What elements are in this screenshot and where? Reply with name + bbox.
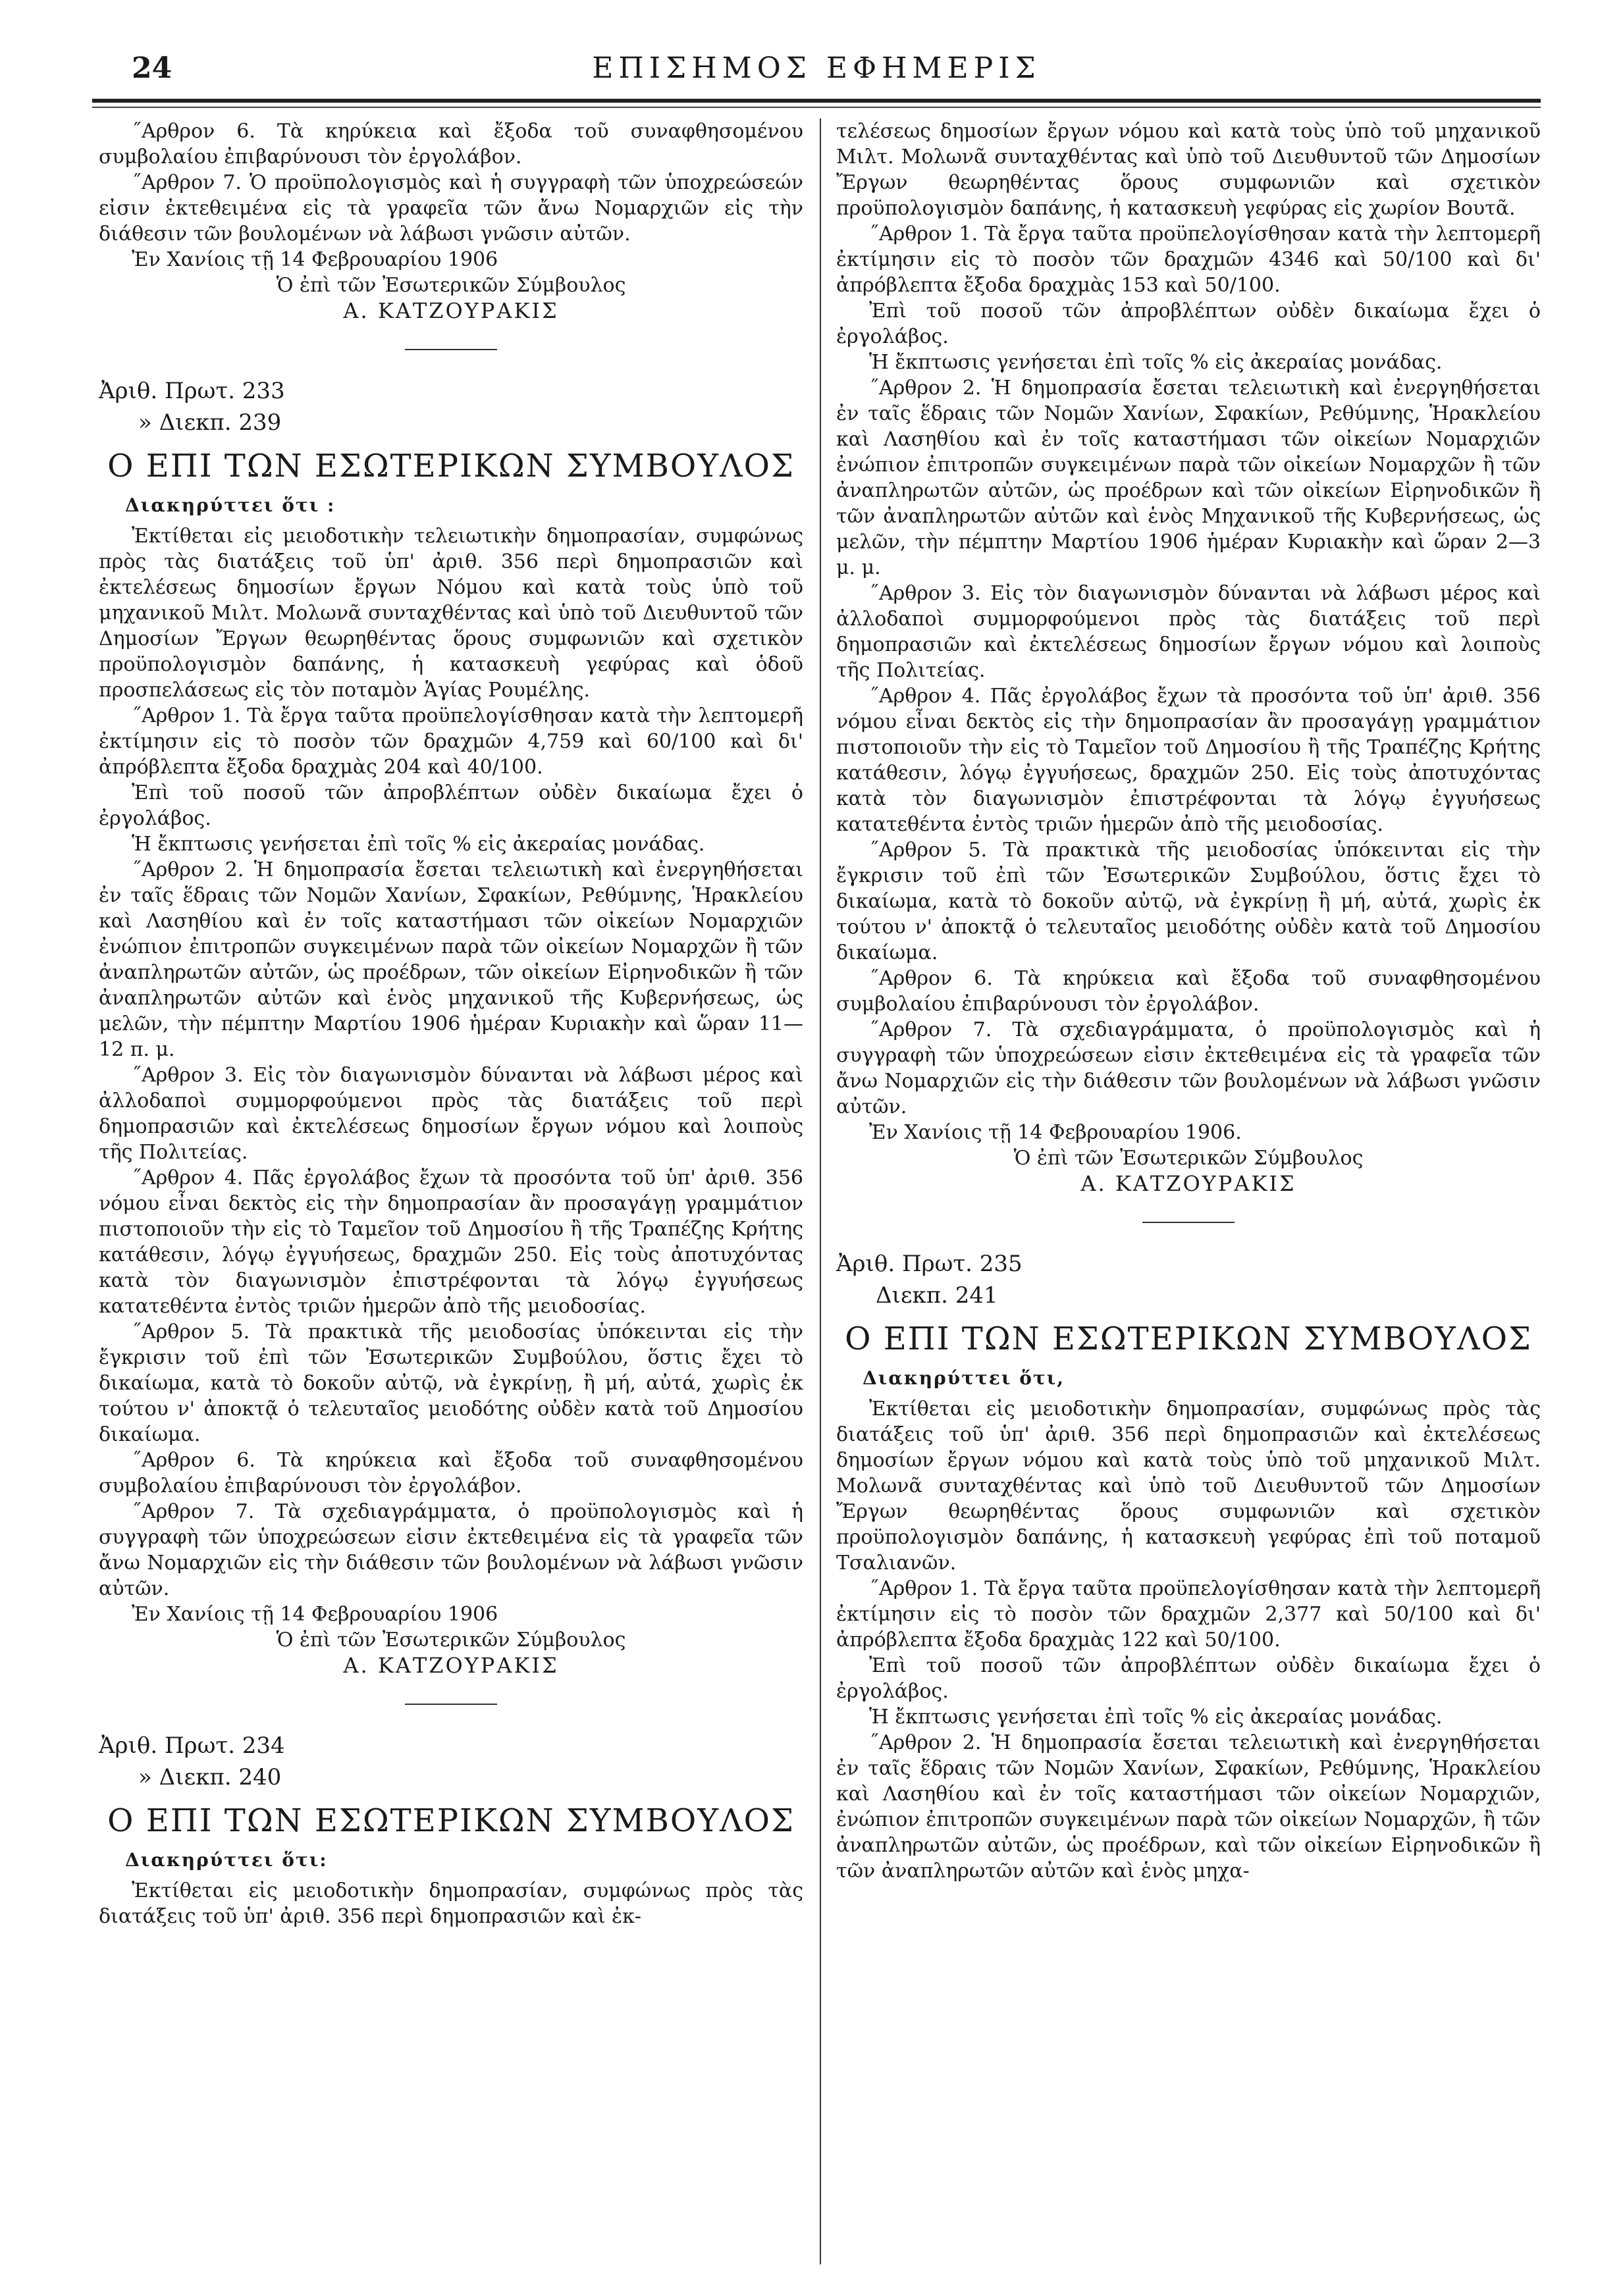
signature-name: Α. ΚΑΤΖΟΥΡΑΚΙΣ bbox=[1080, 1171, 1296, 1196]
notice-heading: Ο ΕΠΙ ΤΩΝ ΕΣΩΤΕΡΙΚΩΝ ΣΥΜΒΟΥΛΟΣ bbox=[845, 1320, 1532, 1357]
header-rule-thin bbox=[92, 107, 1541, 108]
date-line: Ἐν Χανίοις τῇ 14 Φεβρουαρίου 1906. bbox=[869, 1121, 1242, 1144]
section-divider bbox=[405, 349, 497, 350]
paragraph: ˝Αρθρον 4. Πᾶς ἐργολάβος ἔχων τὰ προσόντα τοῦ ὑπ' ἀριθ. 356 νόμου εἶναι δεκτὸς εἰς τὴν δημοπρασίαν ἂν προσαγάγῃ γραμμάτιον πιστοποιοῦν τὴν εἰς τὸ Ταμεῖον τοῦ Δημοσίου ἢ τῆς Τραπέζης Κρήτης κατάθεσιν, λόγῳ ἐγγυήσεως, δραχμῶν 250. Εἰς τοὺς ἀποτυχόντας κατὰ τὸν διαγωνισμὸν ἐπιστρέφονται τὰ λόγῳ ἐγγυήσεως κατατεθέντα ἐντὸς τριῶν ἡμερῶν ἀπὸ τῆς μειοδοσίας. bbox=[836, 685, 1541, 836]
right-column bbox=[836, 118, 1541, 1884]
notice-heading: Ο ΕΠΙ ΤΩΝ ΕΣΩΤΕΡΙΚΩΝ ΣΥΜΒΟΥΛΟΣ bbox=[107, 1802, 795, 1839]
decree-line: Διακηρύττει ὅτι, bbox=[863, 1367, 1065, 1389]
protocol-number: Ἀριθ. Πρωτ. 233 bbox=[99, 378, 285, 404]
paragraph: ˝Αρθρον 4. Πᾶς ἐργολάβος ἔχων τὰ προσόντα τοῦ ὑπ' ἀριθ. 356 νόμου εἶναι δεκτὸς εἰς τὴν δημοπρασίαν ἂν προσαγάγῃ γραμμάτιον πιστοποιοῦν τὴν εἰς τὸ Ταμεῖον τοῦ Δημοσίου ἢ τῆς Τραπέζης Κρήτης κατάθεσιν, λόγῳ ἐγγυήσεως, δραχμῶν 250. Εἰς τοὺς ἀποτυχόντας κατὰ τὸν διαγωνισμὸν ἐπιστρέφονται τὰ λόγῳ ἐγγυήσεως κατατεθέντα ἐντὸς τριῶν ἡμερῶν ἀπὸ τῆς μειοδοσίας. bbox=[99, 1166, 803, 1318]
running-title: ΕΠΙΣΗΜΟΣ ΕΦΗΜΕΡΙΣ bbox=[592, 51, 1041, 85]
paragraph: ˝Αρθρον 1. Τὰ ἔργα ταῦτα προϋπελογίσθησαν κατὰ τὴν λεπτομερῆ ἐκτίμησιν εἰς τὸ ποσὸν τῶν δραχμῶν 4,759 καὶ 60/100 καὶ δι' ἀπρόβλεπτα ἔξοδα δραχμὰς 204 καὶ 40/100. bbox=[99, 704, 803, 779]
paragraph: ˝Αρθρον 2. Ἡ δημοπρασία ἔσεται τελειωτικὴ καὶ ἐνεργηθήσεται ἐν ταῖς ἕδραις τῶν Νομῶν Χανίων, Σφακίων, Ρεθύμνης, Ἡρακλείου καὶ Λασηθίου καὶ ἐν τοῖς καταστήμασι τῶν οἰκείων Νομαρχιῶν ἐνώπιον ἐπιτροπῶν συγκειμένων παρὰ τῶν οἰκείων Νομαρχῶν ἢ τῶν ἀναπληρωτῶν αὐτῶν, ὡς προέδρων καὶ τῶν οἰκείων Εἰρηνοδικῶν ἢ τῶν ἀναπληρωτῶν αὐτῶν καὶ ἑνὸς Μηχανικοῦ τῆς Κυβερνήσεως, ὡς μελῶν, τὴν πέμπτην Μαρτίου 1906 ἡμέραν Κυριακὴν καὶ ὥραν 2—3 μ. μ. bbox=[836, 377, 1541, 579]
paragraph: Ἡ ἔκπτωσις γενήσεται ἐπὶ τοῖς % εἰς ἀκεραίας μονάδας. bbox=[869, 1706, 1443, 1729]
paragraph: ˝Αρθρον 1. Τὰ ἔργα ταῦτα προϋπελογίσθησαν κατὰ τὴν λεπτομερῆ ἐκτίμησιν εἰς τὸ ποσὸν τῶν δραχμῶν 2,377 καὶ 50/100 καὶ δι' ἀπρόβλεπτα ἔξοδα δραχμὰς 122 καὶ 50/100. bbox=[836, 1577, 1541, 1652]
paragraph: ˝Αρθρον 3. Εἰς τὸν διαγωνισμὸν δύνανται νὰ λάβωσι μέρος καὶ ἀλλοδαποὶ συμμορφούμενοι πρὸς τὰς διατάξεις τοῦ περὶ δημοπρασιῶν καὶ ἐκτελέσεως δημοσίων ἔργων νόμου καὶ λοιποὺς τῆς Πολιτείας. bbox=[99, 1064, 803, 1164]
paragraph: ˝Αρθρον 1. Τὰ ἔργα ταῦτα προϋπελογίσθησαν κατὰ τὴν λεπτομερῆ ἐκτίμησιν εἰς τὸ ποσὸν τῶν δραχμῶν 4346 καὶ 50/100 καὶ δι' ἀπρόβλεπτα ἔξοδα δραχμὰς 153 καὶ 50/100. bbox=[836, 222, 1541, 297]
paragraph: ˝Αρθρον 6. Τὰ κηρύκεια καὶ ἔξοδα τοῦ συναφθησομένου συμβολαίου ἐπιβαρύνουσι τὸν ἐργολάβον. bbox=[99, 120, 803, 169]
paragraph: ˝Αρθρον 2. Ἡ δημοπρασία ἔσεται τελειωτικὴ καὶ ἐνεργηθήσεται ἐν ταῖς ἕδραις τῶν Νομῶν Χανίων, Σφακίων, Ρεθύμνης, Ἡρακλείου καὶ Λασηθίου καὶ ἐν τοῖς καταστήμασι τῶν οἰκείων Νομαρχιῶν ἐνώπιον ἐπιτροπῶν συγκειμένων παρὰ τῶν οἰκείων Νομαρχῶν ἢ τῶν ἀναπληρωτῶν αὐτῶν, ὡς προέδρων, τῶν οἰκείων Εἰρηνοδικῶν ἢ τῶν ἀναπληρωτῶν αὐτῶν καὶ ἑνὸς μηχανικοῦ τῆς Κυβερνήσεως, ὡς μελῶν, τὴν πέμπτην Μαρτίου 1906 ἡμέραν Κυριακὴν καὶ ὥραν 11—12 π. μ. bbox=[99, 858, 803, 1061]
paragraph: Ἡ ἔκπτωσις γενήσεται ἐπὶ τοῖς % εἰς ἀκεραίας μονάδας. bbox=[869, 351, 1443, 374]
paragraph: ˝Αρθρον 2. Ἡ δημοπρασία ἔσεται τελειωτικὴ καὶ ἐνεργηθήσεται ἐν ταῖς ἕδραις τῶν Νομῶν Χανίων, Σφακίων, Ρεθύμνης, Ἡρακλείου καὶ Λασηθίου καὶ ἐν τοῖς καταστήμασι τῶν οἰκείων Νομαρχιῶν, ἐνώπιον ἐπιτροπῶν συγκειμένων παρὰ τῶν οἰκείων Νομαρχῶν, ἢ τῶν ἀναπληρωτῶν αὐτῶν, ὡς προέδρων, καὶ τῶν οἰκείων Εἰρηνοδικῶν ἢ τῶν ἀναπληρωτῶν αὐτῶν καὶ ἑνὸς μηχα- bbox=[836, 1731, 1541, 1883]
paragraph: ˝Αρθρον 6. Τὰ κηρύκεια καὶ ἔξοδα τοῦ συναφθησομένου συμβολαίου ἐπιβαρύνουσι τὸν ἐργολάβον. bbox=[99, 1449, 803, 1498]
signature-role: Ὁ ἐπὶ τῶν Ἐσωτερικῶν Σύμβουλος bbox=[276, 274, 626, 297]
page-header bbox=[92, 46, 1541, 99]
paragraph: Ἐκτίθεται εἰς μειοδοτικὴν τελειωτικὴν δημοπρασίαν, συμφώνως πρὸς τὰς διατάξεις τοῦ ὑπ' ἀριθ. 356 περὶ δημοπρασιῶν καὶ ἐκτελέσεως δημοσίων ἔργων Νόμου καὶ κατὰ τοὺς ὑπὸ τοῦ μηχανικοῦ Μιλτ. Μολωνᾶ συνταχθέντας καὶ ὑπὸ τοῦ Διευθυντοῦ τῶν Δημοσίων Ἔργων θεωρηθέντας ὅρους συμφωνιῶν καὶ σχετικὸν προϋπολογισμὸν δαπάνης, ἡ κατασκευὴ γεφύρας καὶ ὁδοῦ προσπελάσεως εἰς τὸν ποταμὸν Ἁγίας Ρουμέλης. bbox=[99, 525, 803, 702]
decree-line: Διακηρύττει ὅτι: bbox=[125, 1849, 328, 1871]
header-rule bbox=[92, 99, 1541, 103]
signature-name: Α. ΚΑΤΖΟΥΡΑΚΙΣ bbox=[343, 298, 559, 323]
dispatch-number: » Διεκπ. 240 bbox=[138, 1764, 282, 1790]
paragraph: Ἡ ἔκπτωσις γενήσεται ἐπὶ τοῖς % εἰς ἀκεραίας μονάδας. bbox=[132, 833, 705, 856]
paragraph: τελέσεως δημοσίων ἔργων νόμου καὶ κατὰ τοὺς ὑπὸ τοῦ μηχανικοῦ Μιλτ. Μολωνᾶ συνταχθέντας καὶ ὑπὸ τοῦ Διευθυντοῦ τῶν Δημοσίων Ἔργων θεωρηθέντας ὅρους συμφωνιῶν καὶ σχετικὸν προϋπολογισμὸν δαπάνης, ἡ κατασκευὴ γεφύρας εἰς χωρίον Βουτᾶ. bbox=[836, 120, 1541, 220]
paragraph: ˝Αρθρον 6. Τὰ κηρύκεια καὶ ἔξοδα τοῦ συναφθησομένου συμβολαίου ἐπιβαρύνουσι τὸν ἐργολάβον. bbox=[836, 967, 1541, 1016]
section-divider bbox=[1142, 1222, 1235, 1223]
paragraph: ˝Αρθρον 3. Εἰς τὸν διαγωνισμὸν δύνανται νὰ λάβωσι μέρος καὶ ἀλλοδαποὶ συμμορφούμενοι πρὸς τὰς διατάξεις τοῦ περὶ δημοπρασιῶν καὶ ἐκτελέσεως δημοσίων ἔργων νόμου καὶ λοιποὺς τῆς Πολιτείας. bbox=[836, 582, 1541, 682]
paragraph: Ἐπὶ τοῦ ποσοῦ τῶν ἀπροβλέπτων οὐδὲν δικαίωμα ἔχει ὁ ἐργολάβος. bbox=[99, 781, 803, 830]
paragraph: Ἐπὶ τοῦ ποσοῦ τῶν ἀπροβλέπτων οὐδὲν δικαίωμα ἔχει ὁ ἐργολάβος. bbox=[836, 300, 1541, 348]
date-line: Ἐν Χανίοις τῇ 14 Φεβρουαρίου 1906 bbox=[132, 1603, 498, 1626]
signature-role: Ὁ ἐπὶ τῶν Ἐσωτερικῶν Σύμβουλος bbox=[1013, 1147, 1364, 1170]
paragraph: ˝Αρθρον 5. Τὰ πρακτικὰ τῆς μειοδοσίας ὑπόκεινται εἰς τὴν ἔγκρισιν τοῦ ἐπὶ τῶν Ἐσωτερικῶν Συμβούλου, ὅστις ἔχει τὸ δικαίωμα, κατὰ τὸ δοκοῦν αὐτῷ, νὰ ἐγκρίνῃ ἢ μή, αὐτά, χωρὶς ἐκ τούτου ν' ἀποκτᾷ ὁ τελευταῖος μειοδότης οὐδὲν κατὰ τοῦ Δημοσίου δικαίωμα. bbox=[836, 839, 1541, 964]
paragraph: Ἐκτίθεται εἰς μειοδοτικὴν δημοπρασίαν, συμφώνως πρὸς τὰς διατάξεις τοῦ ὑπ' ἀριθ. 356 περὶ δημοπρασιῶν καὶ ἐκ- bbox=[99, 1879, 803, 1928]
column-divider bbox=[820, 118, 821, 2264]
signature-role: Ὁ ἐπὶ τῶν Ἐσωτερικῶν Σύμβουλος bbox=[276, 1629, 626, 1652]
dispatch-number: Διεκπ. 241 bbox=[876, 1282, 998, 1309]
paragraph: ˝Αρθρον 7. Ὁ προϋπολογισμὸς καὶ ἡ συγγραφὴ τῶν ὑποχρεώσεών εἰσιν ἐκτεθειμένα εἰς τὰ γραφεῖα τῶν ἄνω Νομαρχιῶν εἰς τὴν διάθεσιν τῶν βουλομένων νὰ λάβωσι γνῶσιν αὐτῶν. bbox=[99, 171, 803, 246]
notice-heading: Ο ΕΠΙ ΤΩΝ ΕΣΩΤΕΡΙΚΩΝ ΣΥΜΒΟΥΛΟΣ bbox=[107, 448, 795, 484]
dispatch-number: » Διεκπ. 239 bbox=[138, 409, 282, 436]
paragraph: Ἐπὶ τοῦ ποσοῦ τῶν ἀπροβλέπτων οὐδὲν δικαίωμα ἔχει ὁ ἐργολάβος. bbox=[836, 1654, 1541, 1703]
protocol-number: Ἀριθ. Πρωτ. 234 bbox=[99, 1733, 285, 1759]
date-line: Ἐν Χανίοις τῇ 14 Φεβρουαρίου 1906 bbox=[132, 248, 498, 271]
page-number: 24 bbox=[132, 51, 173, 85]
protocol-number: Ἀριθ. Πρωτ. 235 bbox=[836, 1251, 1023, 1277]
paragraph: ˝Αρθρον 5. Τὰ πρακτικὰ τῆς μειοδοσίας ὑπόκεινται εἰς τὴν ἔγκρισιν τοῦ ἐπὶ τῶν Ἐσωτερικῶν Συμβούλου, ὅστις ἔχει τὸ δικαίωμα, κατὰ τὸ δοκοῦν αὐτῷ, νὰ ἐγκρίνῃ, ἢ μή, αὐτά, χωρὶς ἐκ τούτου ν' ἀποκτᾷ ὁ τελευταῖος μειοδότης οὐδὲν κατὰ τοῦ Δημοσίου δικαίωμα. bbox=[99, 1320, 803, 1446]
decree-line: Διακηρύττει ὅτι : bbox=[125, 494, 336, 516]
paragraph: ˝Αρθρον 7. Τὰ σχεδιαγράμματα, ὁ προϋπολογισμὸς καὶ ἡ συγγραφὴ τῶν ὑποχρεώσεων εἰσιν ἐκτεθειμένα εἰς τὰ γραφεῖα τῶν ἄνω Νομαρχιῶν εἰς τὴν διάθεσιν τῶν βουλομένων νὰ λάβωσι γνῶσιν αὐτῶν. bbox=[99, 1500, 803, 1600]
left-column bbox=[99, 118, 803, 1929]
section-divider bbox=[405, 1704, 497, 1705]
paragraph: ˝Αρθρον 7. Τὰ σχεδιαγράμματα, ὁ προϋπολογισμὸς καὶ ἡ συγγραφὴ τῶν ὑποχρεώσεων εἰσιν ἐκτεθειμένα εἰς τὰ γραφεῖα τῶν ἄνω Νομαρχιῶν εἰς τὴν διάθεσιν τῶν βουλομένων νὰ λάβωσι γνῶσιν αὐτῶν. bbox=[836, 1018, 1541, 1118]
signature-name: Α. ΚΑΤΖΟΥΡΑΚΙΣ bbox=[343, 1653, 559, 1678]
paragraph: Ἐκτίθεται εἰς μειοδοτικὴν δημοπρασίαν, συμφώνως πρὸς τὰς διατάξεις τοῦ ὑπ' ἀριθ. 356 περὶ δημοπρασιῶν καὶ ἐκτελέσεως δημοσίων ἔργων νόμου καὶ κατὰ τοὺς ὑπὸ τοῦ μηχανικοῦ Μιλτ. Μολωνᾶ συνταχθέντας καὶ ὑπὸ τοῦ Διευθυντοῦ τῶν Δημοσίων Ἔργων θεωρηθέντας ὅρους συμφωνιῶν καὶ σχετικὸν προϋπολογισμὸν δαπάνης, ἡ κατασκευὴ γεφύρας ἐπὶ τοῦ ποταμοῦ Τσαλιανῶν. bbox=[836, 1397, 1541, 1575]
